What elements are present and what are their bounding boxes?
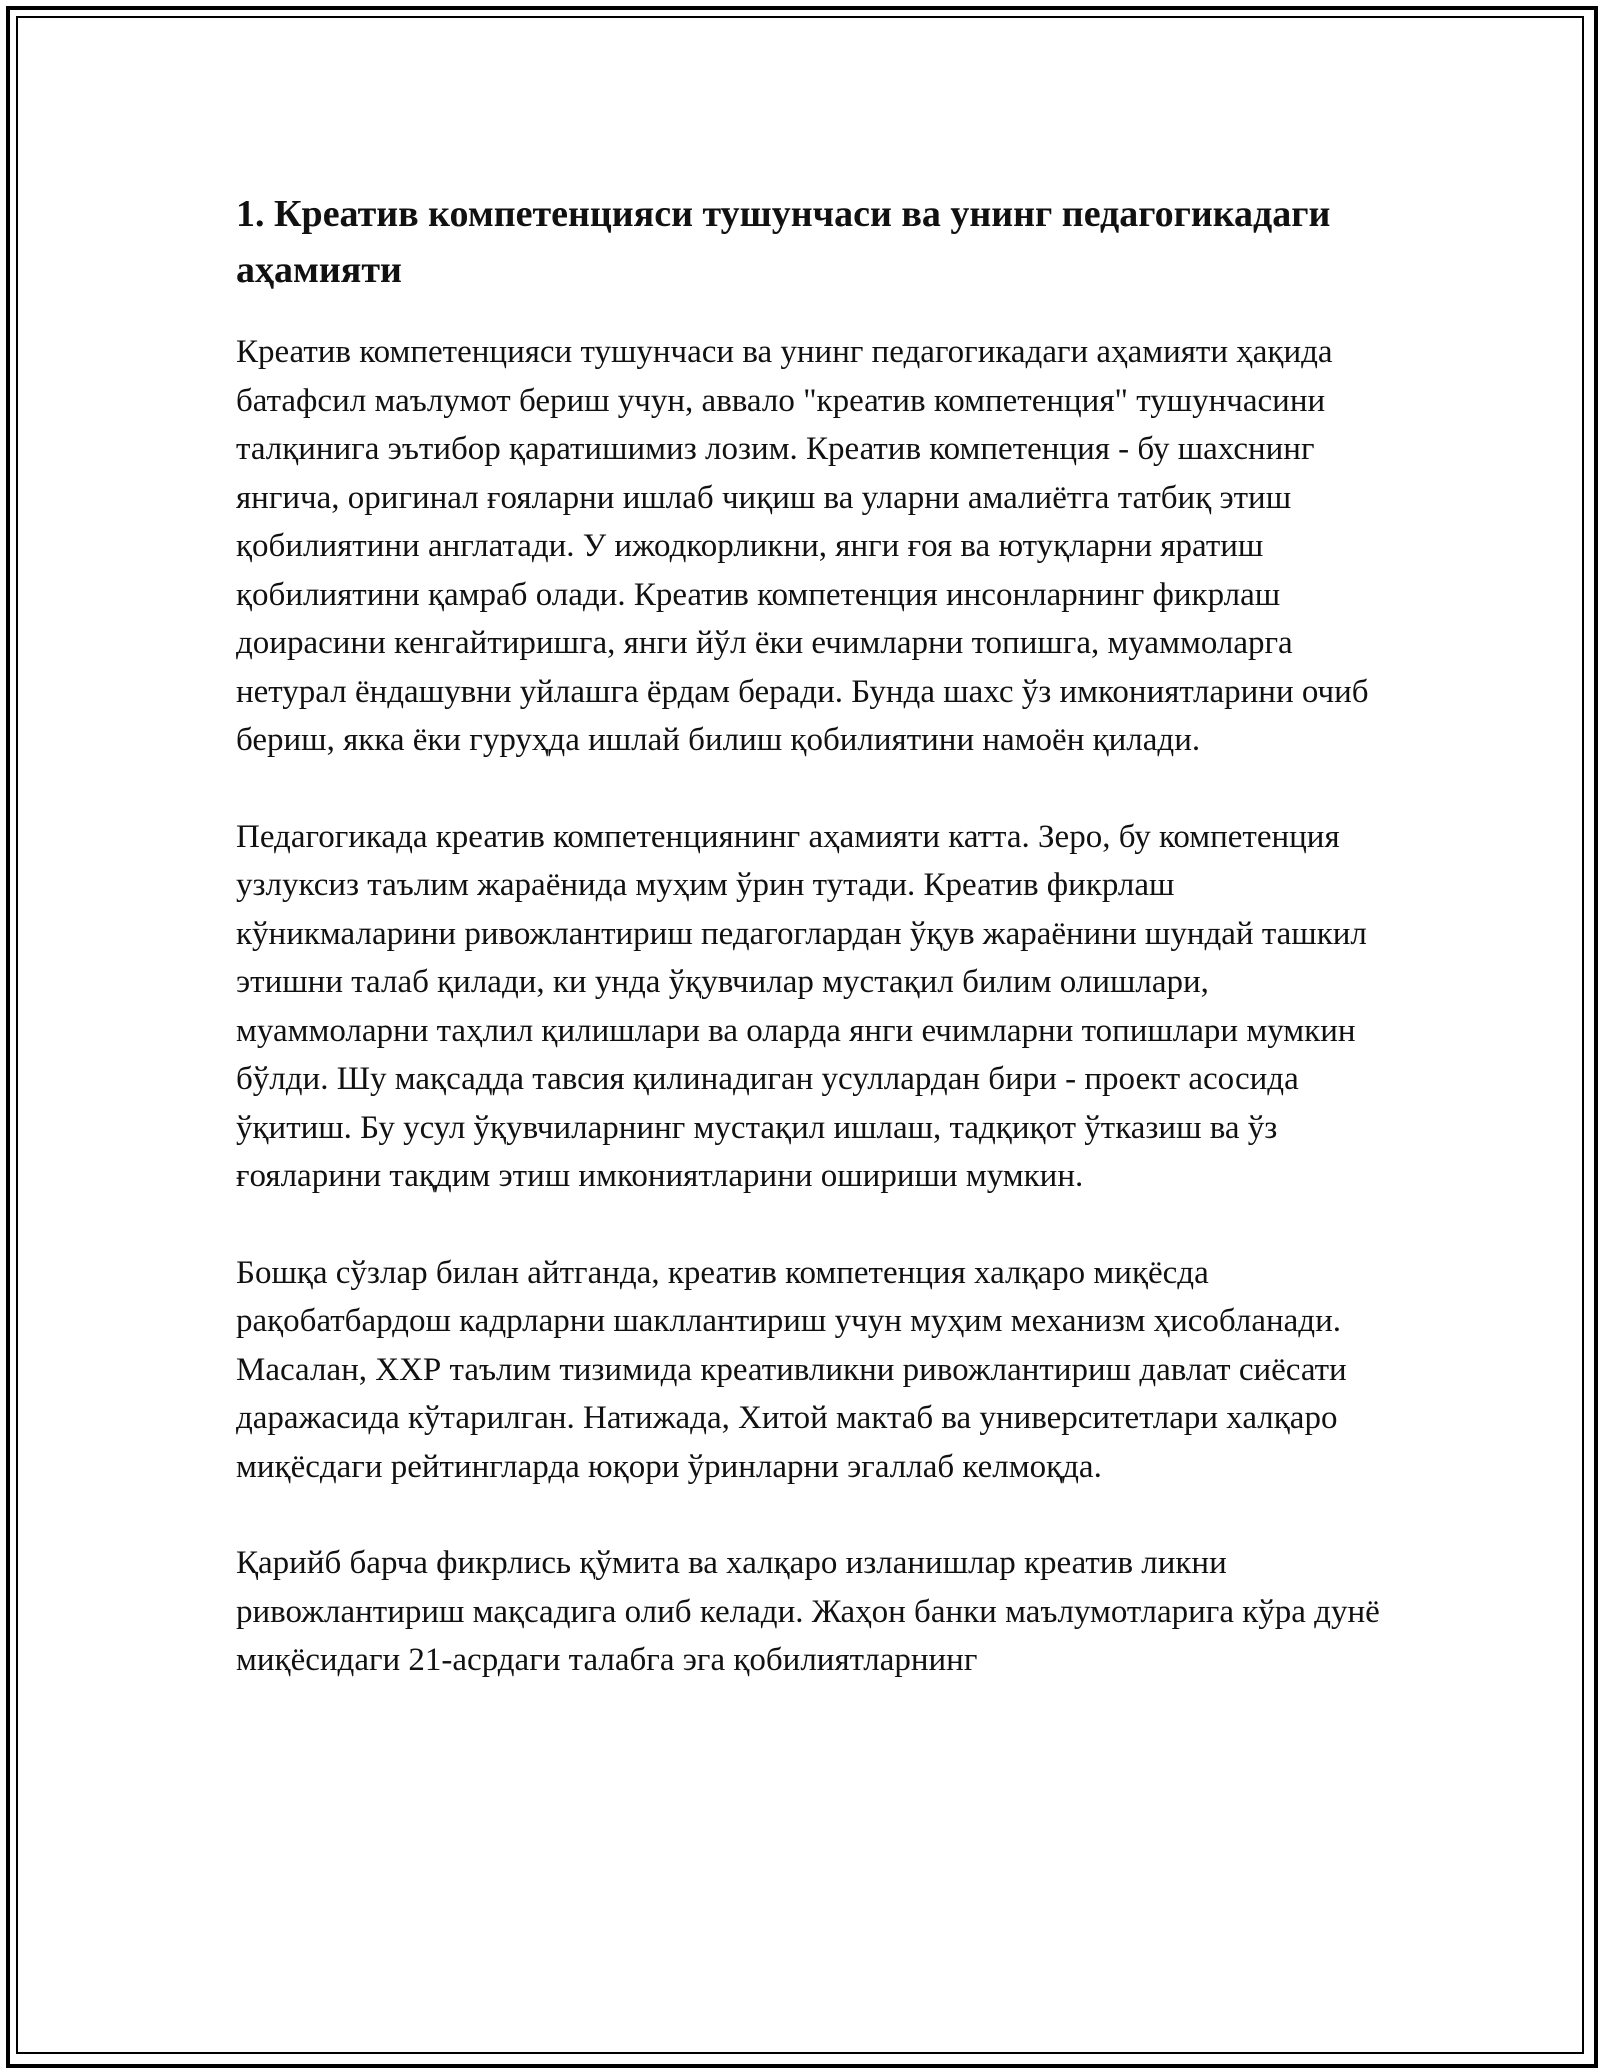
paragraph-3: Бошқа сўзлар билан айтганда, креатив компетенция халқаро миқёсда рақобатбардош кадрларни шакллантириш учун муҳим механизм ҳисобланади. Масалан, ХХР таълим тизимида креативликни ривожлантириш давлат сиёсати даражасида кўтарилган. Натижада, Хитой мактаб ва университетлари халқаро миқёсдаги рейтингларда юқори ўринларни эгаллаб келмоқда. (236, 1254, 1347, 1485)
section-heading: 1. Креатив компетенцияси тушунчаси ва унинг педагогикадаги аҳамияти (236, 193, 1331, 291)
document-body (236, 186, 1396, 1685)
paragraph-2: Педагогикада креатив компетенциянинг аҳамияти катта. Зеро, бу компетенция узлуксиз таълим жараёнида муҳим ўрин тутади. Креатив фикрлаш кўникмаларини ривожлантириш педагоглардан ўқув жараёнини шундай ташкил этишни талаб қилади, ки унда ўқувчилар мустақил билим олишлари, муаммоларни таҳлил қилишлари ва оларда янги ечимларни топишлари мумкин бўлди. Шу мақсадда тавсия қилинадиган усуллардан бири - проект асосида ўқитиш. Бу усул ўқувчиларнинг мустақил ишлаш, тадқиқот ўтказиш ва ўз ғояларини тақдим этиш имкониятларини ошириши мумкин. (236, 818, 1367, 1194)
paragraph-1: Креатив компетенцияси тушунчаси ва унинг педагогикадаги аҳамияти ҳақида батафсил маълумот бериш учун, аввало "креатив компетенция" тушунчасини талқинига эътибор қаратишимиз лозим. Креатив компетенция - бу шахснинг янгича, оригинал ғояларни ишлаб чиқиш ва уларни амалиётга татбиқ этиш қобилиятини англатади. У ижодкорликни, янги ғоя ва ютуқларни яратиш қобилиятини қамраб олади. Креатив компетенция инсонларнинг фикрлаш доирасини кенгайтиришга, янги йўл ёки ечимларни топишга, муаммоларга нетурал ёндашувни уйлашга ёрдам беради. Бунда шахс ўз имкониятларини очиб бериш, якка ёки гуруҳда ишлай билиш қобилиятини намоён қилади. (236, 334, 1369, 758)
paragraph-4: Қарийб барча фикрлись қўмита ва халқаро изланишлар креатив ликни ривожлантириш мақсадига олиб келади. Жаҳон банки маълумотларига кўра дунё миқёсидаги 21-асрдаги талабга эга қобилиятларнинг (236, 1545, 1380, 1678)
